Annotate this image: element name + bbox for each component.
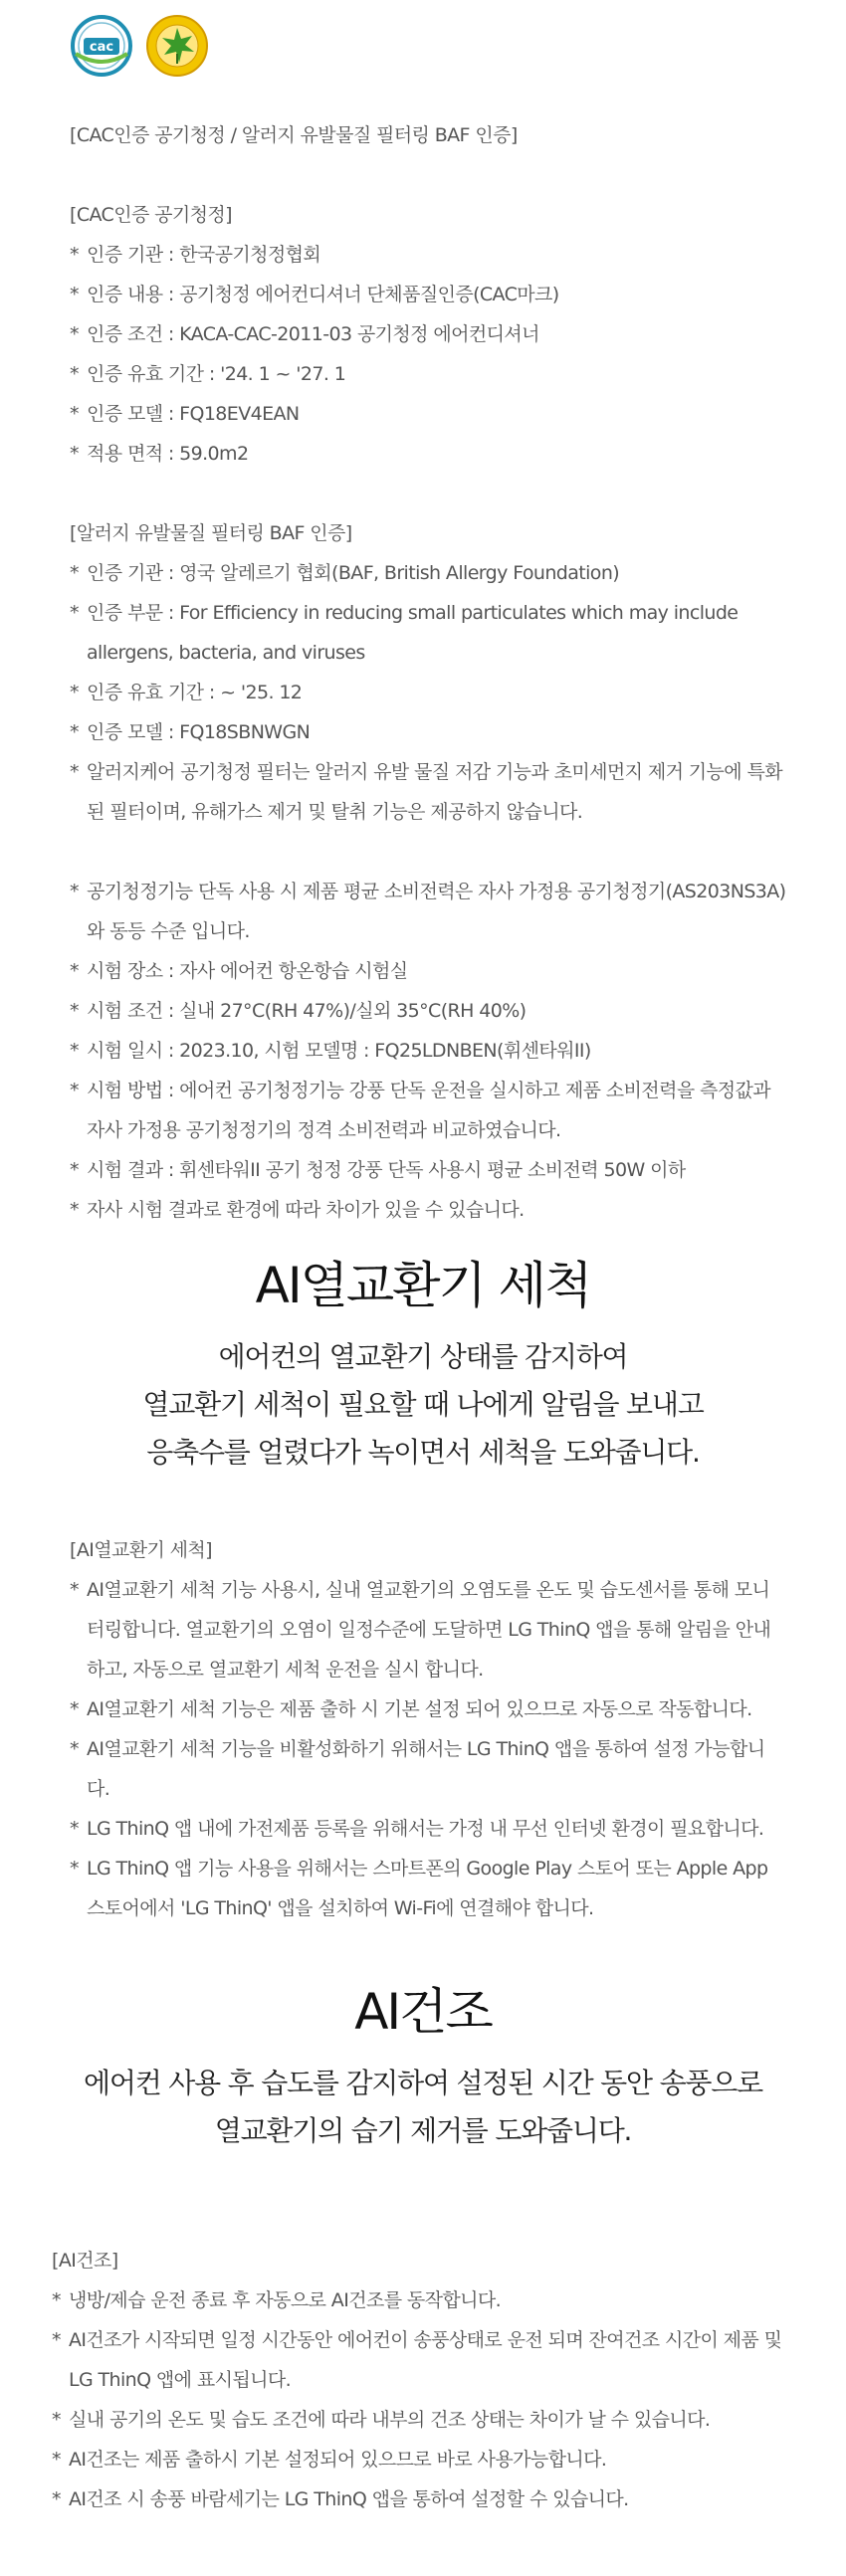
certification-section — [70, 115, 786, 1230]
list-item: * 냉방/제습 운전 종료 후 자동으로 AI건조를 동작합니다. — [52, 2289, 502, 2311]
list-item: * 인증 기관 : 영국 알레르기 협회(BAF, British Allergy Foundation) — [70, 562, 620, 584]
subtitle-line: 열교환기의 습기 제거를 도와줍니다. — [214, 2114, 632, 2147]
list-item: * 인증 기관 : 한국공기청정협회 — [70, 244, 321, 266]
list-item: * 인증 유효 기간 : ~ '25. 12 — [70, 682, 303, 703]
svg-text:cac: cac — [89, 40, 114, 55]
list-item: * 인증 모델 : FQ18SBNWGN — [70, 721, 311, 743]
list-item: * 시험 장소 : 자사 에어컨 항온항습 시험실 — [70, 960, 408, 982]
list-item: * 인증 모델 : FQ18EV4EAN — [70, 403, 300, 425]
cert-main-heading: [CAC인증 공기청정 / 알러지 유발물질 필터링 BAF 인증] — [70, 124, 518, 146]
list-item: * 인증 내용 : 공기청정 에어컨디셔너 단체품질인증(CAC마크) — [70, 284, 559, 305]
list-item: * AI열교환기 세척 기능 사용시, 실내 열교환기의 오염도를 온도 및 습도센서를 통해 모니터링합니다. 열교환기의 오염이 일정수준에 도달하면 LG ThinQ 앱을 통해 알림을 안내하고, 자동으로 열교환기 세척 운전을 실시 합니다. — [70, 1579, 771, 1681]
dry-heading: [AI건조] — [52, 2250, 118, 2272]
list-item: * AI건조는 제품 출하시 기본 설정되어 있으므로 바로 사용가능합니다. — [52, 2449, 607, 2471]
list-item: * 공기청정기능 단독 사용 시 제품 평균 소비전력은 자사 가정용 공기청정기(AS203NS3A)와 동등 수준 입니다. — [70, 881, 786, 942]
list-item: * AI열교환기 세척 기능을 비활성화하기 위해서는 LG ThinQ 앱을 통하여 설정 가능합니다. — [70, 1738, 765, 1800]
list-item: * 인증 유효 기간 : '24. 1 ~ '27. 1 — [70, 363, 346, 385]
list-item: * AI건조 시 송풍 바람세기는 LG ThinQ 앱을 통하여 설정할 수 있습니다. — [52, 2488, 629, 2510]
cac-heading: [CAC인증 공기청정] — [70, 204, 232, 226]
list-item: * LG ThinQ 앱 기능 사용을 위해서는 스마트폰의 Google Play 스토어 또는 Apple App 스토어에서 'LG ThinQ' 앱을 설치하여 Wi-Fi에 연결해야 합니다. — [70, 1858, 768, 1919]
subtitle-line: 열교환기 세척이 필요할 때 나에게 알림을 보내고 — [142, 1388, 704, 1421]
list-item: * 인증 조건 : KACA-CAC-2011-03 공기청정 에어컨디셔너 — [70, 323, 539, 345]
heat-exchanger-notes — [70, 1530, 786, 1928]
list-item: * 자사 시험 결과로 환경에 따라 차이가 있을 수 있습니다. — [70, 1199, 525, 1221]
subtitle-line: 응축수를 얼렸다가 녹이면서 세척을 도와줍니다. — [146, 1436, 700, 1469]
subtitle-line: 에어컨 사용 후 습도를 감지하여 설정된 시간 동안 송풍으로 — [84, 2067, 762, 2099]
ai-dry-title: AI건조 — [354, 1983, 492, 2041]
list-item: * 적용 면적 : 59.0m2 — [70, 443, 249, 465]
baf-heading: [알러지 유발물질 필터링 BAF 인증] — [70, 522, 352, 544]
list-item: * 시험 조건 : 실내 27°C(RH 47%)/실외 35°C(RH 40%) — [70, 1000, 527, 1022]
list-item: * 시험 결과 : 휘센타워II 공기 청정 강풍 단독 사용시 평균 소비전력 50W 이하 — [70, 1159, 686, 1181]
list-item: * AI건조가 시작되면 일정 시간동안 에어컨이 송풍상태로 운전 되며 잔여건조 시간이 제품 및 LG ThinQ 앱에 표시됩니다. — [52, 2329, 782, 2391]
list-item: * 실내 공기의 온도 및 습도 조건에 따라 내부의 건조 상태는 차이가 날 수 있습니다. — [52, 2409, 711, 2431]
certification-logos — [70, 14, 209, 78]
list-item: * AI열교환기 세척 기능은 제품 출하 시 기본 설정 되어 있으므로 자동으로 작동합니다. — [70, 1698, 752, 1720]
heat-heading: [AI열교환기 세척] — [70, 1539, 212, 1561]
list-item: * 알러지케어 공기청정 필터는 알러지 유발 물질 저감 기능과 초미세먼지 제거 기능에 특화된 필터이며, 유해가스 제거 및 탈취 기능은 제공하지 않습니다. — [70, 761, 782, 823]
list-item: * 시험 일시 : 2023.10, 시험 모델명 : FQ25LDNBEN(휘센타워II) — [70, 1040, 591, 1062]
list-item: * 인증 부문 : For Efficiency in reducing small particulates which may include allergens, bacteria, and viruses — [70, 602, 739, 664]
ai-dry-subtitle — [0, 2060, 846, 2155]
baf-logo — [145, 14, 209, 78]
subtitle-line: 에어컨의 열교환기 상태를 감지하여 — [218, 1340, 628, 1373]
ai-dry-notes — [52, 2241, 808, 2519]
heat-exchanger-title: AI열교환기 세척 — [255, 1257, 591, 1314]
list-item: * 시험 방법 : 에어컨 공기청정기능 강풍 단독 운전을 실시하고 제품 소비전력을 측정값과 자사 가정용 공기청정기의 정격 소비전력과 비교하였습니다. — [70, 1080, 771, 1141]
cac-logo — [70, 14, 133, 78]
heat-exchanger-subtitle — [0, 1333, 846, 1477]
list-item: * LG ThinQ 앱 내에 가전제품 등록을 위해서는 가정 내 무선 인터넷 환경이 필요합니다. — [70, 1818, 764, 1840]
